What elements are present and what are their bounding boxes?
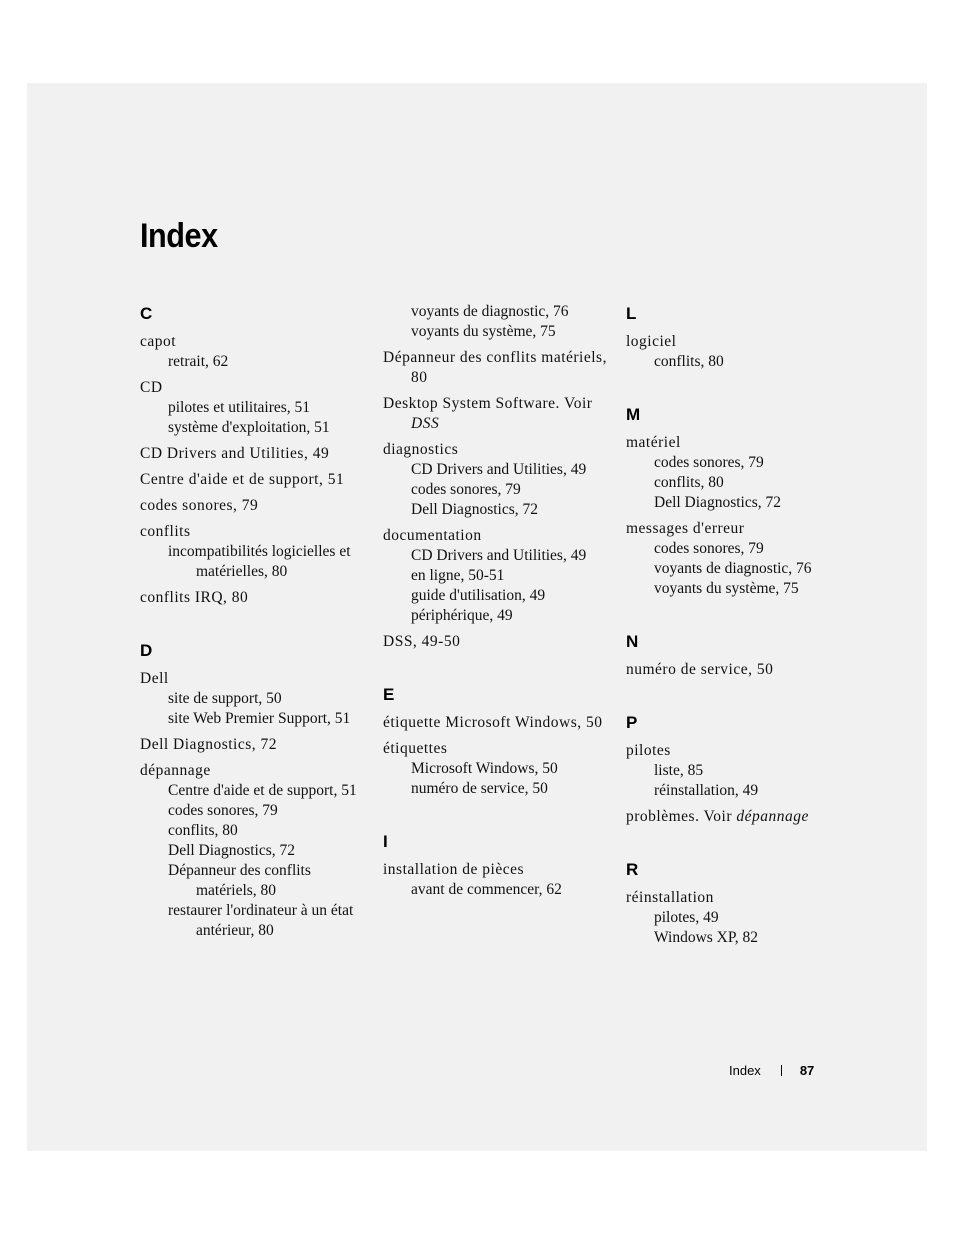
- index-main-term: [626, 433, 861, 453]
- index-subentry: codes sonores, 79: [411, 481, 521, 498]
- index-entry: [383, 394, 618, 434]
- term-text: conflits IRQ, 80: [140, 589, 249, 606]
- index-section: [626, 403, 861, 599]
- index-entry: [140, 522, 375, 582]
- index-main-term: [140, 496, 375, 516]
- term-text: conflits: [140, 523, 191, 540]
- term-text: DSS, 49-50: [383, 633, 461, 650]
- term-text: réinstallation: [626, 889, 714, 906]
- index-entry: [383, 860, 618, 900]
- index-column-2: [383, 302, 618, 931]
- index-subentry: Centre d'aide et de support, 51: [168, 782, 357, 799]
- index-entry: [383, 440, 618, 520]
- index-subentry: avant de commencer, 62: [411, 881, 562, 898]
- section-letter: I: [383, 832, 388, 851]
- index-subentry: CD Drivers and Utilities, 49: [411, 461, 587, 478]
- term-text: Centre d'aide et de support, 51: [140, 471, 345, 488]
- term-text: capot: [140, 333, 177, 350]
- index-main-term: [383, 394, 618, 434]
- section-letter: M: [626, 405, 641, 424]
- index-entry: [383, 739, 618, 799]
- index-subentry: pilotes et utilitaires, 51: [168, 399, 311, 416]
- index-entry: [383, 713, 618, 733]
- index-column-1: [140, 302, 375, 972]
- term-text: dépannage: [140, 762, 211, 779]
- index-main-term: [383, 739, 618, 759]
- index-main-term: [383, 526, 618, 546]
- index-entry: [383, 632, 618, 652]
- index-entry: [626, 888, 861, 948]
- index-subentry: conflits, 80: [168, 822, 238, 839]
- index-subentry: voyants de diagnostic, 76: [411, 303, 569, 320]
- term-text: Desktop System Software.: [383, 395, 560, 412]
- index-entry: [383, 348, 618, 388]
- footer-label: Index: [729, 1063, 761, 1078]
- index-subentry: codes sonores, 79: [654, 454, 764, 471]
- term-text: diagnostics: [383, 441, 459, 458]
- index-main-term: [626, 660, 861, 680]
- index-subentry: guide d'utilisation, 49: [411, 587, 546, 604]
- index-main-term: [140, 669, 375, 689]
- index-subentry: Windows XP, 82: [654, 929, 759, 946]
- index-subentry: codes sonores, 79: [654, 540, 764, 557]
- page-number: 87: [799, 1063, 815, 1078]
- index-subentry: voyants de diagnostic, 76: [654, 560, 812, 577]
- term-text: CD: [140, 379, 163, 396]
- index-subentry: voyants du système, 75: [654, 580, 799, 597]
- section-letter: P: [626, 713, 638, 732]
- index-subentry: CD Drivers and Utilities, 49: [411, 547, 587, 564]
- see-label: Voir: [564, 395, 593, 412]
- term-text: problèmes.: [626, 808, 700, 825]
- term-text: étiquette Microsoft Windows, 50: [383, 714, 603, 731]
- index-subentry: Microsoft Windows, 50: [411, 760, 558, 777]
- index-main-term: [383, 440, 618, 460]
- index-section: [626, 302, 861, 372]
- index-subentry: voyants du système, 75: [411, 323, 556, 340]
- index-main-term: [140, 522, 375, 542]
- index-entry: [140, 761, 375, 941]
- index-entry: [626, 519, 861, 599]
- index-subentry: en ligne, 50-51: [411, 567, 505, 584]
- section-letter: N: [626, 632, 639, 651]
- index-main-term: [383, 713, 618, 733]
- index-main-term: [140, 470, 375, 490]
- section-letter: L: [626, 304, 637, 323]
- see-reference: dépannage: [736, 808, 809, 825]
- index-subentry: périphérique, 49: [411, 607, 513, 624]
- index-subentry: système d'exploitation, 51: [168, 419, 330, 436]
- page-title: Index: [140, 217, 218, 255]
- index-main-term: [140, 735, 375, 755]
- index-entry: [140, 444, 375, 464]
- index-main-term: [383, 860, 618, 880]
- index-section: [626, 630, 861, 680]
- term-text: CD Drivers and Utilities, 49: [140, 445, 330, 462]
- term-text: Dell: [140, 670, 169, 687]
- index-main-term: [140, 378, 375, 398]
- index-subentry: réinstallation, 49: [654, 782, 759, 799]
- index-subentry: liste, 85: [654, 762, 704, 779]
- index-entry: [140, 332, 375, 372]
- index-subentry: site de support, 50: [168, 690, 282, 707]
- index-section: [140, 302, 375, 608]
- term-text: logiciel: [626, 333, 677, 350]
- continuation-block: [383, 302, 618, 342]
- index-subentry: retrait, 62: [168, 353, 229, 370]
- index-entry: [383, 526, 618, 626]
- index-entry: [140, 470, 375, 490]
- index-entry: [140, 496, 375, 516]
- index-section: [140, 639, 375, 941]
- index-subentry: conflits, 80: [654, 474, 724, 491]
- index-section: [383, 348, 618, 652]
- index-section: [626, 711, 861, 827]
- index-main-term: [140, 588, 375, 608]
- index-main-term: [383, 348, 618, 388]
- index-subentry: incompatibilités logicielles et matérielles, 80: [168, 543, 351, 580]
- index-subentry: codes sonores, 79: [168, 802, 278, 819]
- index-main-term: [626, 519, 861, 539]
- term-text: matériel: [626, 434, 681, 451]
- term-text: messages d'erreur: [626, 520, 745, 537]
- index-main-term: [140, 761, 375, 781]
- see-label: Voir: [703, 808, 732, 825]
- term-text: installation de pièces: [383, 861, 524, 878]
- index-entry: [140, 735, 375, 755]
- see-reference: DSS: [411, 415, 440, 432]
- index-subentry: Dell Diagnostics, 72: [168, 842, 295, 859]
- term-text: numéro de service, 50: [626, 661, 774, 678]
- index-column-3: [626, 302, 861, 979]
- index-main-term: [140, 332, 375, 352]
- index-main-term: [626, 332, 861, 352]
- index-subentry: pilotes, 49: [654, 909, 719, 926]
- index-main-term: [626, 888, 861, 908]
- index-subentry: conflits, 80: [654, 353, 724, 370]
- term-text: Dell Diagnostics, 72: [140, 736, 277, 753]
- index-subentry: restaurer l'ordinateur à un état antérieur, 80: [168, 902, 354, 939]
- index-main-term: [140, 444, 375, 464]
- section-letter: E: [383, 685, 395, 704]
- term-text: Dépanneur des conflits matériels, 80: [383, 349, 607, 386]
- section-letter: C: [140, 304, 153, 323]
- footer-separator: [781, 1065, 782, 1076]
- index-section: [626, 858, 861, 948]
- index-entry: [140, 669, 375, 729]
- section-letter: R: [626, 860, 639, 879]
- index-entry: [626, 741, 861, 801]
- index-main-term: [383, 632, 618, 652]
- index-main-term: [626, 807, 861, 827]
- index-subentry: numéro de service, 50: [411, 780, 548, 797]
- index-main-term: [626, 741, 861, 761]
- page-footer: [729, 1062, 814, 1080]
- index-entry: [626, 807, 861, 827]
- term-text: codes sonores, 79: [140, 497, 259, 514]
- index-entry: [626, 433, 861, 513]
- index-entry: [140, 378, 375, 438]
- index-entry: [626, 332, 861, 372]
- index-section: [383, 683, 618, 799]
- index-subentry: Dell Diagnostics, 72: [654, 494, 781, 511]
- index-section: [383, 830, 618, 900]
- index-subentry: Dell Diagnostics, 72: [411, 501, 538, 518]
- term-text: documentation: [383, 527, 482, 544]
- index-subentry: Dépanneur des conflits matériels, 80: [168, 862, 311, 899]
- section-letter: D: [140, 641, 153, 660]
- index-entry: [626, 660, 861, 680]
- term-text: étiquettes: [383, 740, 448, 757]
- index-subentry: site Web Premier Support, 51: [168, 710, 351, 727]
- term-text: pilotes: [626, 742, 671, 759]
- index-entry: [140, 588, 375, 608]
